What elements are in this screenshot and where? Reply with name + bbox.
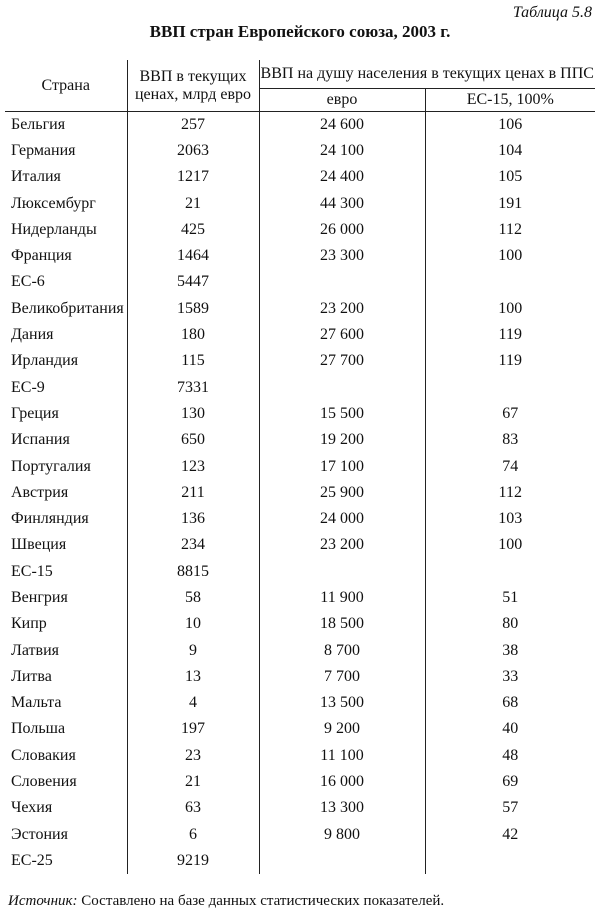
per-capita-eu15-cell: 112 <box>498 483 522 501</box>
per-capita-eu15-cell: 191 <box>498 194 523 212</box>
country-cell: Литва <box>5 664 127 690</box>
country-cell: Швеция <box>5 532 127 558</box>
gdp-cell: 257 <box>127 112 259 138</box>
country-cell: ЕС-9 <box>5 374 127 400</box>
table-row <box>5 848 595 874</box>
table-row <box>5 743 595 769</box>
gdp-cell: 5447 <box>127 269 259 295</box>
per-capita-eu15-cell: 106 <box>498 115 523 133</box>
per-capita-euro-cell: 13 300 <box>259 795 425 821</box>
country-cell: Словения <box>5 769 127 795</box>
per-capita-eu15-cell: 100 <box>498 247 523 265</box>
per-capita-euro-cell: 27 700 <box>259 348 425 374</box>
table-row <box>5 822 595 848</box>
per-capita-euro-cell: 9 800 <box>259 822 425 848</box>
per-capita-euro-cell <box>259 559 425 585</box>
gdp-cell: 130 <box>127 401 259 427</box>
country-cell: Германия <box>5 138 127 164</box>
per-capita-eu15-cell: 33 <box>502 667 519 685</box>
per-capita-eu15-cell <box>425 848 595 874</box>
per-capita-euro-cell: 9 200 <box>259 716 425 742</box>
country-cell: Люксембург <box>5 190 127 216</box>
per-capita-euro-cell: 17 100 <box>259 453 425 479</box>
per-capita-euro-cell: 26 000 <box>259 217 425 243</box>
table-row <box>5 795 595 821</box>
per-capita-euro-cell: 24 600 <box>259 112 425 138</box>
per-capita-euro-cell: 18 500 <box>259 611 425 637</box>
header-country: Страна <box>5 60 127 112</box>
country-cell: Португалия <box>5 453 127 479</box>
gdp-cell: 1464 <box>127 243 259 269</box>
per-capita-eu15-cell: 68 <box>502 694 519 712</box>
gdp-table <box>5 60 595 874</box>
table-row <box>5 348 595 374</box>
header-gdp-line2: ценах, млрд евро <box>134 85 252 103</box>
per-capita-eu15-cell: 48 <box>502 746 519 764</box>
per-capita-euro-cell: 24 400 <box>259 164 425 190</box>
table-row <box>5 637 595 663</box>
per-capita-euro-cell: 15 500 <box>259 401 425 427</box>
per-capita-eu15-cell: 51 <box>502 588 519 606</box>
table-row <box>5 690 595 716</box>
country-cell: Чехия <box>5 795 127 821</box>
gdp-cell: 650 <box>127 427 259 453</box>
country-cell: Франция <box>5 243 127 269</box>
country-cell: Бельгия <box>5 112 127 138</box>
table-row <box>5 164 595 190</box>
country-cell: Латвия <box>5 637 127 663</box>
gdp-cell: 13 <box>127 664 259 690</box>
per-capita-euro-cell: 7 700 <box>259 664 425 690</box>
per-capita-eu15-cell: 100 <box>498 536 523 554</box>
per-capita-eu15-cell: 119 <box>498 352 522 370</box>
per-capita-eu15-cell: 80 <box>502 615 519 633</box>
gdp-cell: 123 <box>127 453 259 479</box>
gdp-cell: 9 <box>127 637 259 663</box>
gdp-cell: 9219 <box>127 848 259 874</box>
header-gdp-line1: ВВП в текущих <box>139 67 247 85</box>
table-row <box>5 190 595 216</box>
table-row <box>5 401 595 427</box>
gdp-cell: 58 <box>127 585 259 611</box>
country-cell: Великобритания <box>5 296 127 322</box>
country-cell: Словакия <box>5 743 127 769</box>
per-capita-euro-cell: 23 200 <box>259 296 425 322</box>
per-capita-eu15-cell: 105 <box>498 168 523 186</box>
per-capita-euro-cell: 23 200 <box>259 532 425 558</box>
country-cell: Дания <box>5 322 127 348</box>
country-cell: Нидерланды <box>5 217 127 243</box>
gdp-cell: 2063 <box>127 138 259 164</box>
per-capita-eu15-cell <box>425 374 595 400</box>
table-row <box>5 269 595 295</box>
table-row <box>5 322 595 348</box>
per-capita-eu15-cell <box>425 559 595 585</box>
per-capita-eu15-cell: 103 <box>498 510 523 528</box>
gdp-cell: 21 <box>127 769 259 795</box>
country-cell: ЕС-25 <box>5 848 127 874</box>
header-gdp <box>127 60 259 112</box>
table-row <box>5 664 595 690</box>
table-row <box>5 532 595 558</box>
table-row <box>5 296 595 322</box>
per-capita-euro-cell <box>259 269 425 295</box>
header-per-capita: ВВП на душу населения в текущих ценах в ППС <box>259 60 595 89</box>
gdp-cell: 211 <box>127 480 259 506</box>
per-capita-eu15-cell: 40 <box>502 720 519 738</box>
per-capita-eu15-cell: 119 <box>498 326 522 344</box>
per-capita-eu15-cell: 112 <box>498 220 522 238</box>
per-capita-euro-cell: 16 000 <box>259 769 425 795</box>
gdp-cell: 8815 <box>127 559 259 585</box>
country-cell: Испания <box>5 427 127 453</box>
per-capita-euro-cell: 44 300 <box>259 190 425 216</box>
gdp-cell: 10 <box>127 611 259 637</box>
table-row <box>5 585 595 611</box>
per-capita-euro-cell: 8 700 <box>259 637 425 663</box>
gdp-cell: 136 <box>127 506 259 532</box>
country-cell: Эстония <box>5 822 127 848</box>
table-row <box>5 611 595 637</box>
gdp-cell: 115 <box>127 348 259 374</box>
table-row <box>5 374 595 400</box>
table-row <box>5 112 595 138</box>
per-capita-euro-cell <box>259 848 425 874</box>
per-capita-euro-cell: 27 600 <box>259 322 425 348</box>
gdp-cell: 425 <box>127 217 259 243</box>
table-row <box>5 716 595 742</box>
table-title: ВВП стран Европейского союза, 2003 г. <box>149 22 451 41</box>
country-cell: Ирландия <box>5 348 127 374</box>
country-cell: Кипр <box>5 611 127 637</box>
per-capita-euro-cell: 19 200 <box>259 427 425 453</box>
country-cell: Австрия <box>5 480 127 506</box>
table-row <box>5 427 595 453</box>
per-capita-eu15-cell: 67 <box>502 404 519 422</box>
gdp-cell: 7331 <box>127 374 259 400</box>
table-row <box>5 243 595 269</box>
per-capita-euro-cell: 24 000 <box>259 506 425 532</box>
gdp-cell: 6 <box>127 822 259 848</box>
source-label: Источник: <box>8 893 78 909</box>
table-row <box>5 506 595 532</box>
country-cell: ЕС-15 <box>5 559 127 585</box>
gdp-cell: 4 <box>127 690 259 716</box>
per-capita-eu15-cell <box>425 269 595 295</box>
table-row <box>5 138 595 164</box>
per-capita-eu15-cell: 38 <box>502 641 519 659</box>
per-capita-euro-cell: 13 500 <box>259 690 425 716</box>
per-capita-eu15-cell: 100 <box>498 299 523 317</box>
per-capita-euro-cell <box>259 374 425 400</box>
per-capita-euro-cell: 23 300 <box>259 243 425 269</box>
gdp-cell: 63 <box>127 795 259 821</box>
source-text: Составлено на базе данных статистических показателей. <box>77 893 445 909</box>
per-capita-eu15-cell: 42 <box>502 825 519 843</box>
gdp-cell: 180 <box>127 322 259 348</box>
gdp-cell: 23 <box>127 743 259 769</box>
header-eu15: ЕС-15, 100% <box>425 89 595 112</box>
gdp-cell: 197 <box>127 716 259 742</box>
per-capita-euro-cell: 11 100 <box>259 743 425 769</box>
per-capita-euro-cell: 25 900 <box>259 480 425 506</box>
per-capita-eu15-cell: 83 <box>502 431 519 449</box>
country-cell: Греция <box>5 401 127 427</box>
gdp-cell: 1217 <box>127 164 259 190</box>
gdp-cell: 21 <box>127 190 259 216</box>
table-row <box>5 769 595 795</box>
per-capita-eu15-cell: 74 <box>502 457 519 475</box>
country-cell: Италия <box>5 164 127 190</box>
table-row <box>5 217 595 243</box>
table-row <box>5 453 595 479</box>
per-capita-eu15-cell: 57 <box>502 799 519 817</box>
per-capita-eu15-cell: 104 <box>498 141 523 159</box>
source-note <box>8 893 444 910</box>
country-cell: Мальта <box>5 690 127 716</box>
table-number: Таблица 5.8 <box>512 4 592 21</box>
header-euro: евро <box>259 89 425 112</box>
per-capita-euro-cell: 24 100 <box>259 138 425 164</box>
table-row <box>5 480 595 506</box>
country-cell: Венгрия <box>5 585 127 611</box>
gdp-cell: 1589 <box>127 296 259 322</box>
per-capita-euro-cell: 11 900 <box>259 585 425 611</box>
country-cell: Финляндия <box>5 506 127 532</box>
table-row <box>5 559 595 585</box>
table-body <box>5 112 595 875</box>
gdp-cell: 234 <box>127 532 259 558</box>
country-cell: Польша <box>5 716 127 742</box>
per-capita-eu15-cell: 69 <box>502 773 519 791</box>
country-cell: ЕС-6 <box>5 269 127 295</box>
